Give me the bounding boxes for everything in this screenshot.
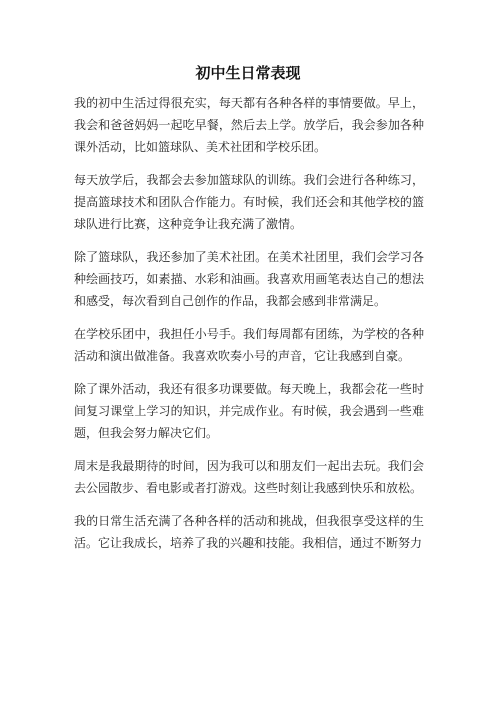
- paragraph-7: 我的日常生活充满了各种各样的活动和挑战，但我很享受这样的生活。它让我成长，培养了我的兴趣和技能。我相信，通过不断努力: [74, 514, 424, 550]
- paragraph-1: 我的初中生活过得很充实，每天都有各种各样的事情要做。早上，我会和爸爸妈妈一起吃早餐，然后去上学。放学后，我会参加各种课外活动，比如篮球队、美术社团和学校乐团。: [74, 96, 424, 154]
- paragraph-5: 除了课外活动，我还有很多功课要做。每天晚上，我都会花一些时间复习课堂上学习的知识，并完成作业。有时候，我会遇到一些难题，但我会努力解决它们。: [74, 382, 424, 440]
- paragraph-6: 周末是我最期待的时间，因为我可以和朋友们一起出去玩。我们会去公园散步、看电影或者打游戏。这些时刻让我感到快乐和放松。: [74, 459, 424, 495]
- paragraph-4: 在学校乐团中，我担任小号手。我们每周都有团练，为学校的各种活动和演出做准备。我喜欢吹奏小号的声音，它让我感到自豪。: [74, 327, 424, 363]
- paragraph-2: 每天放学后，我都会去参加篮球队的训练。我们会进行各种练习，提高篮球技术和团队合作能力。有时候，我们还会和其他学校的篮球队进行比赛，这种竞争让我充满了激情。: [74, 173, 424, 231]
- document-body: [74, 92, 424, 565]
- paragraph-3: 除了篮球队，我还参加了美术社团。在美术社团里，我们会学习各种绘画技巧，如素描、水彩和油画。我喜欢用画笔表达自己的想法和感受，每次看到自己创作的作品，我都会感到非常满足。: [74, 250, 424, 308]
- document-title: 初中生日常表现: [195, 64, 301, 82]
